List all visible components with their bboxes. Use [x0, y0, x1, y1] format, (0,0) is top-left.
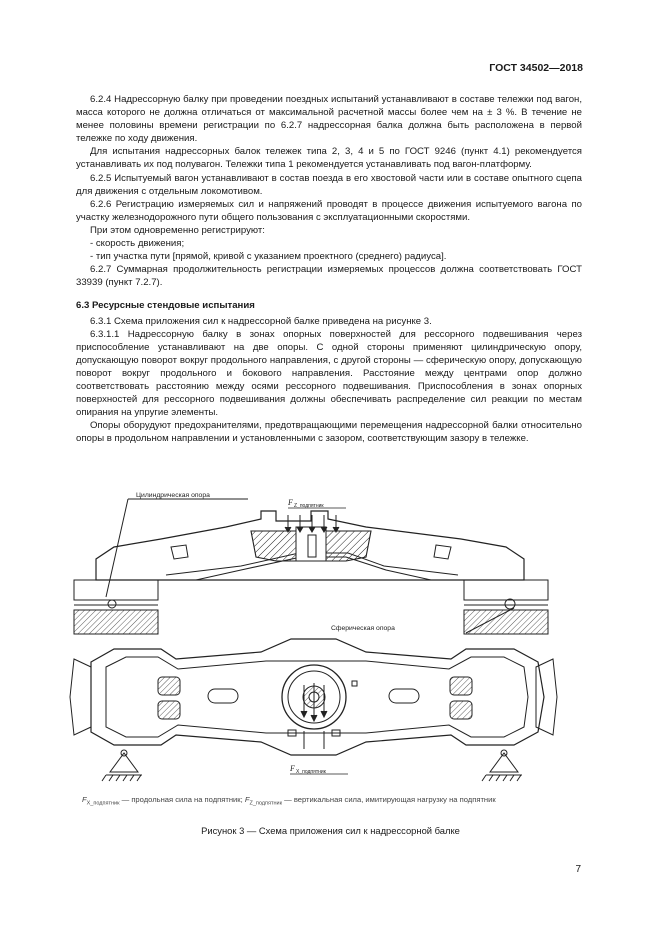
plan-view: [70, 639, 557, 781]
bolster-force-diagram: [66, 487, 561, 787]
legend-fx-symbol: F: [82, 795, 87, 804]
paragraph-6-3-1-1: 6.3.1.1 Надрессорную балку в зонах опорных поверхностей для рессорного подвешивания через приспособление устанавливают на две опоры. С одной стороны применяют цилиндрическую опору, допускающую поворот вокруг продольного направления, с другой стороны — сферическую опору, допускающую поворот вокруг продольного и бокового направления. Расстояние между центрами опор должно соответствовать расстоянию между осями рессорного подвешивания. Приспособления в зонах опорных поверхностей для рессорного подвешивания должны обеспечивать распределение сил реакции по местам опирания на упругие элементы.: [76, 328, 582, 419]
legend-fx-sub: X_подпятник: [86, 800, 120, 807]
section-title: 6.3 Ресурсные стендовые испытания: [76, 300, 255, 312]
force-z-subscript: Z_подпятник: [294, 503, 324, 509]
figure-caption: Рисунок 3 — Схема приложения сил к надрессорной балке: [201, 825, 460, 836]
side-view: [74, 499, 548, 634]
list-item-speed: - скорость движения;: [90, 238, 185, 250]
paragraph-6-3-1: 6.3.1 Схема приложения сил к надрессорной балке приведена на рисунке 3.: [90, 315, 432, 327]
legend-fx-text: — продольная сила на подпятник;: [119, 795, 245, 804]
force-x-subscript: X_подпятник: [296, 769, 326, 775]
paragraph-6-2-5: 6.2.5 Испытуемый вагон устанавливают в состав поезда в его хвостовой части или в составе опытного сцепа для движения с отдельным локомотивом.: [76, 172, 582, 197]
paragraph-bogie-types: Для испытания надрессорных балок тележек типа 2, 3, 4 и 5 по ГОСТ 9246 (пункт 4.1) рекомендуется устанавливать их под полувагон. Тележки типа 1 рекомендуется устанавливать под вагон-платформу.: [76, 146, 582, 171]
document-body: [76, 93, 582, 445]
paragraph-register-intro: При этом одновременно регистрируют:: [90, 224, 265, 236]
legend-fz-sub: Z_подпятник: [249, 800, 283, 807]
paragraph-6-2-6: 6.2.6 Регистрацию измеряемых сил и напряжений проводят в процессе движения испытуемого вагона по участку железнодорожного пути общего пользования с эксплуатационными скоростями.: [76, 198, 582, 223]
label-spherical-support: Сферическая опора: [331, 625, 395, 632]
standard-header: ГОСТ 34502—2018: [489, 62, 583, 74]
cylindrical-support: [108, 600, 116, 608]
paragraph-6-2-4: 6.2.4 Надрессорную балку при проведении поездных испытаний устанавливают в составе тележки под вагон, масса которого не должна отличаться от максимальной расчетной массы более чем на ± 3 %. В течение не менее половины времени регистрации по 6.2.7 надрессорная балка должна быть расположена в первой тележке по ходу движения.: [76, 94, 582, 145]
left-base-block: [74, 610, 158, 634]
paragraph-safeguards: Опоры оборудуют предохранителями, предотвращающими перемещения надрессорной балки относительно опоры в продольном направлении и установленными с зазором, соответствующим зазору в тележке.: [76, 420, 582, 445]
page-number: 7: [575, 864, 581, 875]
plan-support-left: [102, 750, 142, 781]
right-fixture-block: [464, 580, 548, 600]
list-item-track-type: - тип участка пути [прямой, кривой с указанием проектного (среднего) радиуса].: [90, 251, 447, 263]
legend-fz-symbol: F: [244, 795, 250, 804]
figure-legend: [82, 795, 582, 807]
label-cylindrical-support: Цилиндрическая опора: [136, 492, 210, 499]
left-fixture-block: [74, 580, 158, 600]
force-x-label: F: [290, 764, 295, 773]
plan-support-right: [482, 750, 522, 781]
paragraph-6-2-7: 6.2.7 Суммарная продолжительность регистрации измеряемых процессов должна соответствовать ГОСТ 33939 (пункт 7.2.7).: [76, 264, 582, 289]
legend-fz-text: — вертикальная сила, имитирующая нагрузку на подпятник: [282, 795, 496, 804]
force-z-label: F: [288, 498, 293, 507]
right-base-block: [464, 610, 548, 634]
